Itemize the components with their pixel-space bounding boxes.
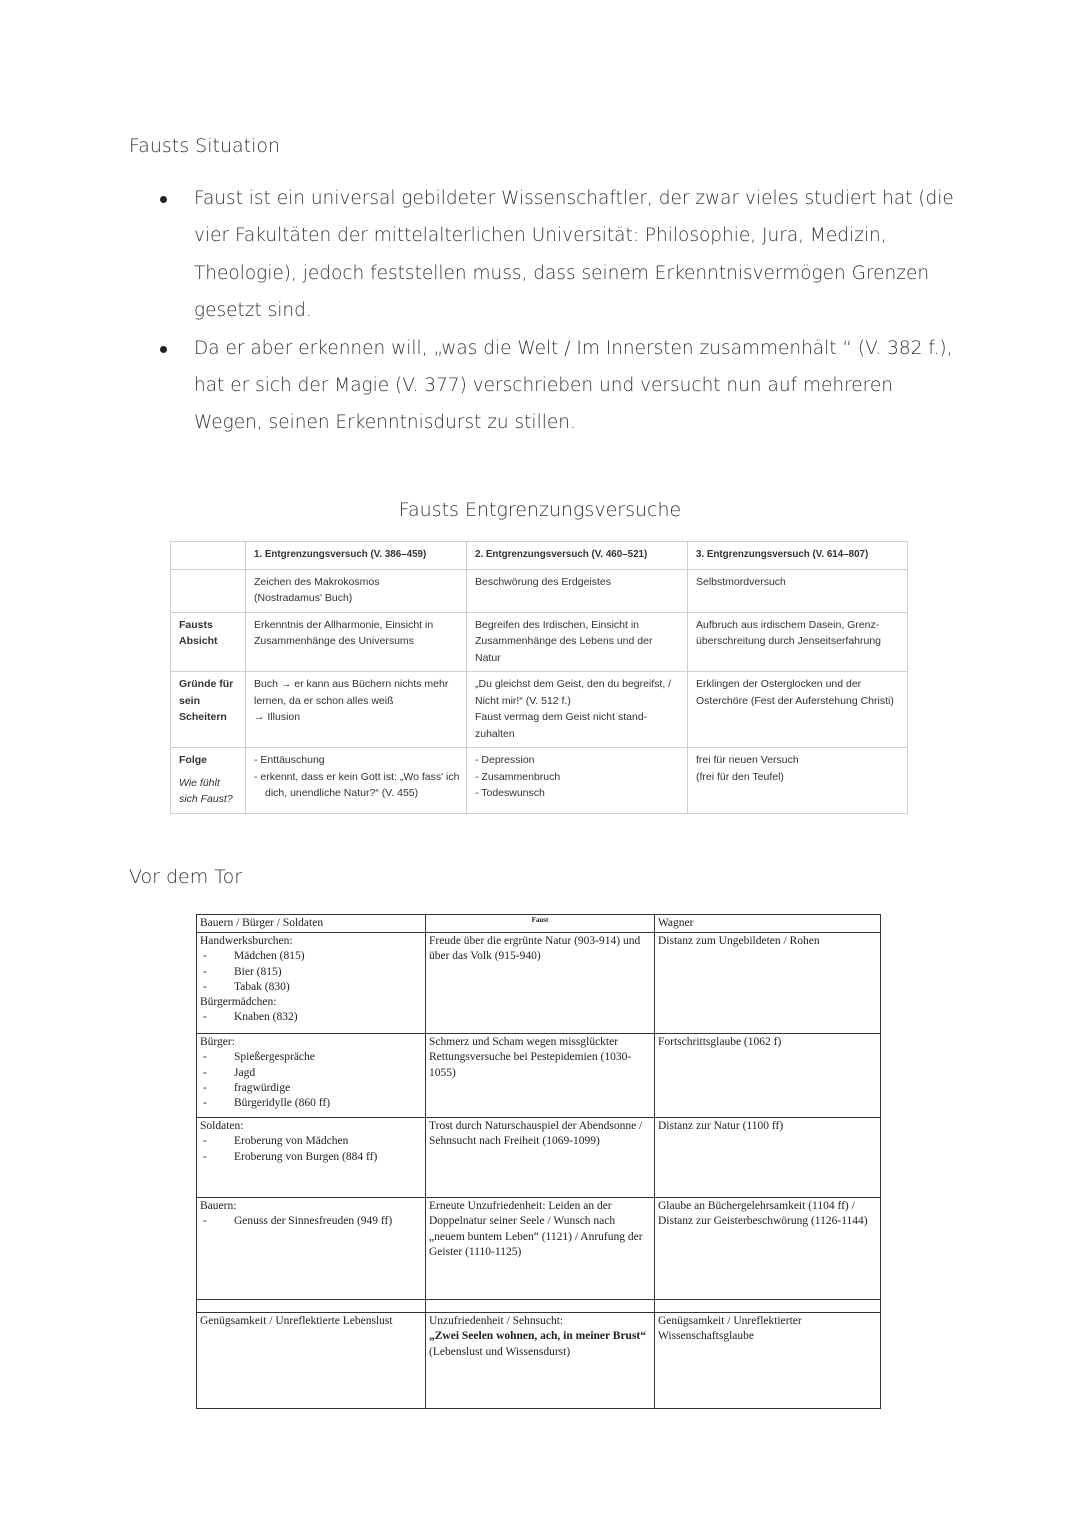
table-cell xyxy=(246,672,467,748)
table-row xyxy=(171,569,908,612)
row-label-cell: Fausts Absicht xyxy=(171,612,246,672)
cell-list-item: - Enttäuschung xyxy=(254,754,325,766)
table-cell: Trost durch Naturschauspiel der Abendsonne / Sehnsucht nach Freiheit (1069-1099) xyxy=(426,1118,655,1198)
cell-list-item: - Depression xyxy=(475,754,535,766)
list-item: - Jagd xyxy=(200,1066,422,1081)
cell-list-item: - Todeswunsch xyxy=(475,787,545,799)
table-header-row xyxy=(171,542,908,570)
table-cell: Fortschrittsglaube (1062 f) xyxy=(655,1034,881,1118)
table-cell xyxy=(688,748,908,814)
table-cell xyxy=(197,933,426,1034)
bullet-item xyxy=(160,330,960,442)
cell-text: (Lebenslust und Wissensdurst) xyxy=(429,1345,571,1358)
group-label: Bauern: xyxy=(200,1200,237,1213)
table-cell xyxy=(467,748,688,814)
table-cell: Distanz zum Ungebildeten / Rohen xyxy=(655,933,881,1034)
cell-text: Buch → er kann aus Büchern nichts mehr lernen, da er schon alles weiß xyxy=(254,678,449,707)
row-label-cell xyxy=(171,748,246,814)
group-label: Handwerksburchen: xyxy=(200,935,293,948)
entgrenzungsversuche-table xyxy=(170,541,908,814)
cell-list-item: - erkennt, dass er kein Gott ist: „Wo fass' ich dich, unendliche Natur?“ (V. 455) xyxy=(254,770,460,799)
list-item: - Bürgeridylle (860 ff) xyxy=(200,1096,422,1111)
section-title-entgrenzungsversuche: Fausts Entgrenzungsversuche xyxy=(398,499,682,521)
cell-text: „Du gleichst dem Geist, den du begreifst, / Nicht mir!“ (V. 512 f.) xyxy=(475,678,672,707)
cell-text: (Nostradamus' Buch) xyxy=(254,592,353,604)
list-item: - Bier (815) xyxy=(200,965,422,980)
bullet-item xyxy=(160,180,960,330)
row-sublabel: Wie fühlt sich Faust? xyxy=(179,776,233,805)
list-item: - Mädchen (815) xyxy=(200,949,422,964)
table-cell: Glaube an Büchergelehrsamkeit (1104 ff) / Distanz zur Geisterbeschwörung (1126-1144) xyxy=(655,1198,881,1300)
cell-list-item: - Zusammenbruch xyxy=(475,770,561,783)
group-label: Bürger: xyxy=(200,1036,235,1049)
row-label-cell xyxy=(171,569,246,612)
table-corner-cell xyxy=(171,542,246,570)
table-cell xyxy=(426,1300,655,1313)
table-cell: Distanz zur Natur (1100 ff) xyxy=(655,1118,881,1198)
table-cell: Genügsamkeit / Unreflektierter Wissenschaftsglaube xyxy=(655,1313,881,1409)
table-cell: Erkenntnis der Allharmonie, Einsicht in Zusammenhänge des Universums xyxy=(246,612,467,672)
list-item: - Knaben (832) xyxy=(200,1010,422,1025)
table-cell: Aufbruch aus irdischem Dasein, Grenz-überschreitung durch Jenseitserfahrung xyxy=(688,612,908,672)
table-row xyxy=(197,1118,881,1198)
table-spacer-row xyxy=(197,1300,881,1313)
table-row xyxy=(197,1313,881,1409)
situation-bullet-list xyxy=(160,180,960,442)
table-cell: Begreifen des Irdischen, Einsicht in Zusammenhänge des Lebens und der Natur xyxy=(467,612,688,672)
table-cell: Freude über die ergrünte Natur (903-914) und über das Volk (915-940) xyxy=(426,933,655,1034)
vor-dem-tor-table xyxy=(196,914,881,1409)
column-header: Faust xyxy=(426,915,655,933)
cell-text: → Illusion xyxy=(254,711,301,723)
table-row xyxy=(197,933,881,1034)
cell-text: (frei für den Teufel) xyxy=(696,770,784,783)
table-cell xyxy=(426,1313,655,1409)
table-cell xyxy=(197,1118,426,1198)
row-label-cell: Gründe für sein Scheitern xyxy=(171,672,246,748)
table-row xyxy=(197,1034,881,1118)
table-cell xyxy=(197,1034,426,1118)
table-cell: Erklingen der Osterglocken und der Osterchöre (Fest der Auferstehung Christi) xyxy=(688,672,908,748)
list-item: - fragwürdige xyxy=(200,1081,422,1096)
table-cell xyxy=(197,1198,426,1300)
section-title-vor-dem-tor: Vor dem Tor xyxy=(129,866,243,888)
cell-text: Faust vermag dem Geist nicht stand-zuhalten xyxy=(475,711,648,740)
section-title-fausts-situation: Fausts Situation xyxy=(129,135,281,157)
group-label: Bürgermädchen: xyxy=(200,996,277,1009)
table-row xyxy=(171,672,908,748)
column-header: Wagner xyxy=(655,915,881,933)
bullet-text: Da er aber erkennen will, „was die Welt / Im Innersten zusammenhält “ (V. 382 f.), hat er sich der Magie (V. 377) verschrieben und versucht nun auf mehreren Wegen, seinen Erkenntnisdurst zu stillen. xyxy=(194,337,953,434)
table-cell: Selbstmordversuch xyxy=(688,569,908,612)
bullet-dot-icon xyxy=(160,196,167,203)
table-cell xyxy=(655,1300,881,1313)
table-row xyxy=(171,612,908,672)
list-item: - Genuss der Sinnesfreuden (949 ff) xyxy=(200,1214,422,1229)
table-cell: Beschwörung des Erdgeistes xyxy=(467,569,688,612)
column-header: Bauern / Bürger / Soldaten xyxy=(197,915,426,933)
quote-text: „Zwei Seelen wohnen, ach, in meiner Brust“ xyxy=(429,1330,647,1343)
cell-text: Zeichen des Makrokosmos xyxy=(254,575,380,588)
cell-text: Unzufriedenheit / Sehnsucht: xyxy=(429,1315,564,1328)
row-label: Folge xyxy=(179,754,207,766)
column-header: 2. Entgrenzungsversuch (V. 460–521) xyxy=(467,542,688,570)
cell-text: frei für neuen Versuch xyxy=(696,754,799,766)
group-label: Soldaten: xyxy=(200,1120,244,1133)
table-cell xyxy=(197,1300,426,1313)
bullet-dot-icon xyxy=(160,346,167,353)
table-cell: Genügsamkeit / Unreflektierte Lebenslust xyxy=(197,1313,426,1409)
table-row xyxy=(171,748,908,814)
list-item: - Spießergespräche xyxy=(200,1050,422,1065)
list-item: - Eroberung von Mädchen xyxy=(200,1134,422,1149)
list-item: - Tabak (830) xyxy=(200,980,422,995)
table-cell: Schmerz und Scham wegen missglückter Rettungsversuche bei Pestepidemien (1030-1055) xyxy=(426,1034,655,1118)
list-item: - Eroberung von Burgen (884 ff) xyxy=(200,1150,422,1165)
table-cell xyxy=(246,569,467,612)
table-row xyxy=(197,1198,881,1300)
column-header: 3. Entgrenzungsversuch (V. 614–807) xyxy=(688,542,908,570)
column-header: 1. Entgrenzungsversuch (V. 386–459) xyxy=(246,542,467,570)
table-cell: Erneute Unzufriedenheit: Leiden an der Doppelnatur seiner Seele / Wunsch nach „neuem buntem Leben“ (1121) / Anrufung der Geister (1110-1125) xyxy=(426,1198,655,1300)
table-header-row xyxy=(197,915,881,933)
bullet-text: Faust ist ein universal gebildeter Wissenschaftler, der zwar vieles studiert hat (die vier Fakultäten der mittelalterlichen Universität: Philosophie, Jura, Medizin, Theologie), jedoch feststellen muss, dass seinem Erkenntnisvermögen Grenzen gesetzt sind. xyxy=(194,188,954,322)
table-cell xyxy=(467,672,688,748)
table-cell xyxy=(246,748,467,814)
